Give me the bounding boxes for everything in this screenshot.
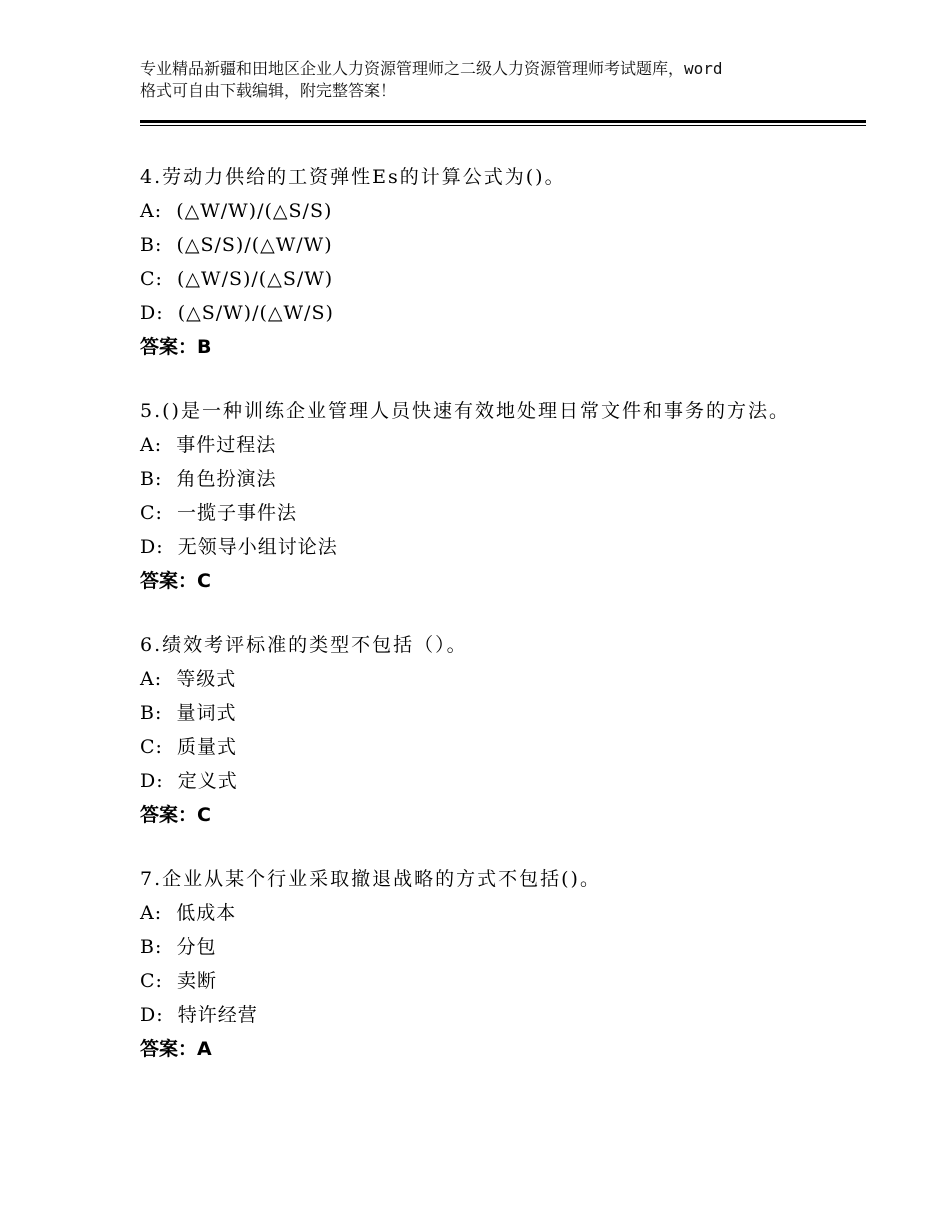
question-5: [140, 394, 800, 598]
question-7: [140, 862, 800, 1066]
option-b: B: (△S/S)/(△W/W): [140, 234, 333, 256]
option-d: D: 无领导小组讨论法: [140, 536, 338, 558]
header-line-1: 专业精品新疆和田地区企业人力资源管理师之二级人力资源管理师考试题库，word: [140, 59, 723, 78]
header-line-2: 格式可自由下载编辑，附完整答案！: [140, 81, 397, 100]
option-a: A: (△W/W)/(△S/S): [140, 200, 333, 222]
option-d: D: 定义式: [140, 770, 238, 792]
option-c: C: (△W/S)/(△S/W): [140, 268, 334, 290]
question-text: 4.劳动力供给的工资弹性Es的计算公式为()。: [140, 166, 566, 188]
option-b: B: 量词式: [140, 702, 237, 724]
question-text: 7.企业从某个行业采取撤退战略的方式不包括()。: [140, 868, 601, 890]
answer-label: 答案：C: [140, 570, 211, 592]
question-list: [140, 160, 800, 1096]
question-text: 5.()是一种训练企业管理人员快速有效地处理日常文件和事务的方法。: [140, 400, 790, 422]
answer-label: 答案：C: [140, 804, 211, 826]
question-4: [140, 160, 800, 364]
option-a: A: 事件过程法: [140, 434, 277, 456]
option-c: C: 卖断: [140, 970, 218, 992]
question-text: 6.绩效考评标准的类型不包括（）。: [140, 634, 468, 656]
header-divider-thin: [140, 125, 866, 126]
option-c: C: 一揽子事件法: [140, 502, 298, 524]
option-c: C: 质量式: [140, 736, 238, 758]
header-divider-thick: [140, 120, 866, 123]
option-a: A: 等级式: [140, 668, 237, 690]
question-6: [140, 628, 800, 832]
answer-label: 答案：B: [140, 336, 212, 358]
option-a: A: 低成本: [140, 902, 237, 924]
option-d: D: (△S/W)/(△W/S): [140, 302, 334, 324]
document-header: [140, 58, 840, 102]
answer-label: 答案：A: [140, 1038, 212, 1060]
option-d: D: 特许经营: [140, 1004, 258, 1026]
option-b: B: 角色扮演法: [140, 468, 277, 490]
option-b: B: 分包: [140, 936, 217, 958]
